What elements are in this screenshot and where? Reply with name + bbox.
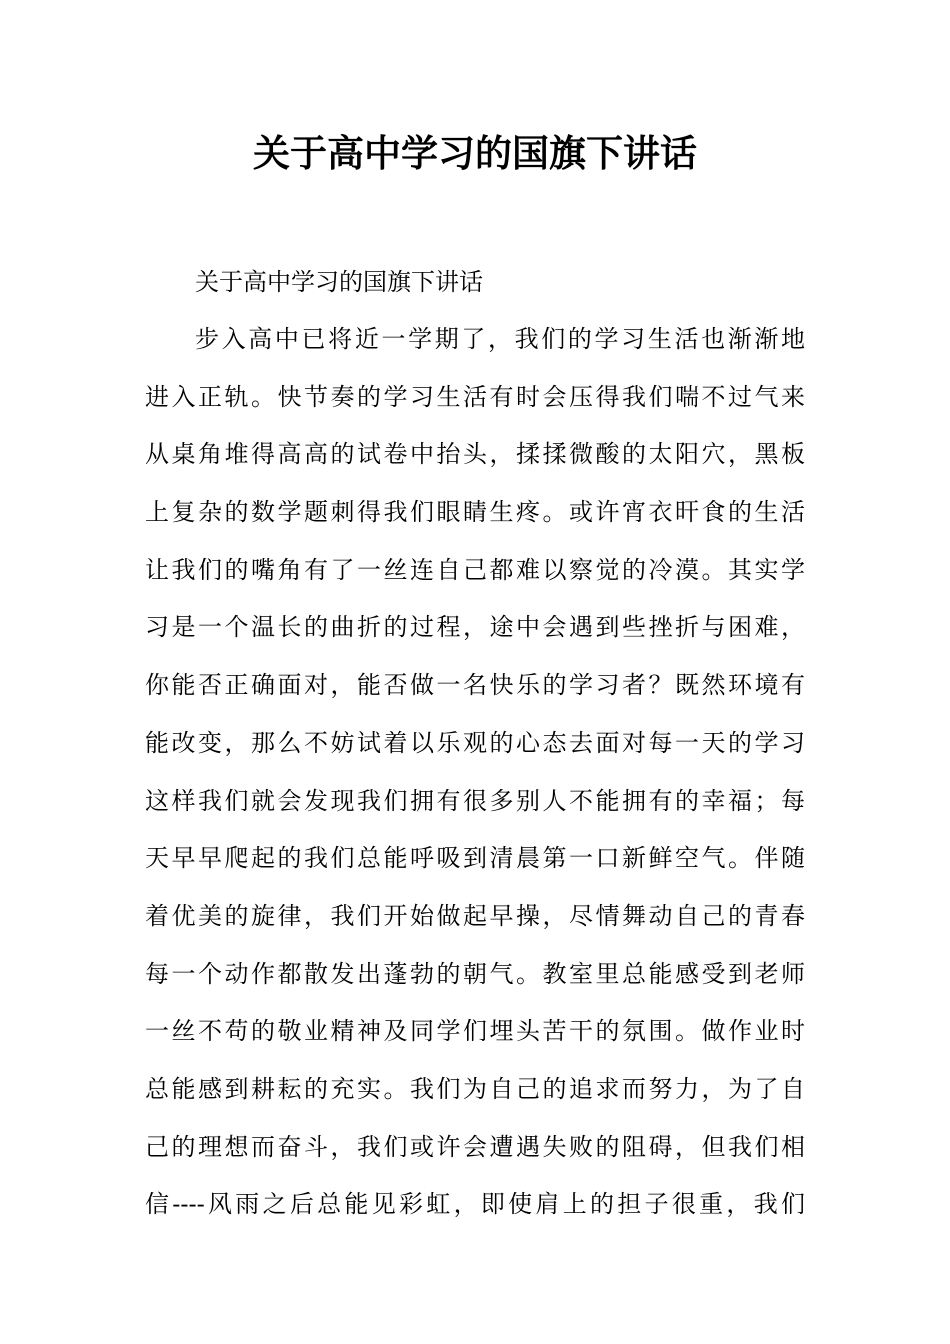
body-line: 进入正轨。快节奏的学习生活有时会压得我们喘不过气来 <box>145 382 805 411</box>
body-line: 让我们的嘴角有了一丝连自己都难以察觉的冷漠。其实学 <box>145 555 805 584</box>
body-line: 这样我们就会发现我们拥有很多别人不能拥有的幸福；每 <box>145 786 805 815</box>
body-line: 己的理想而奋斗，我们或许会遭遇失败的阻碍，但我们相 <box>145 1132 805 1161</box>
body-line: 步入高中已将近一学期了，我们的学习生活也渐渐地 <box>195 325 805 353</box>
document-title: 关于高中学习的国旗下讲话 <box>253 131 697 175</box>
body-line: 一丝不苟的敬业精神及同学们埋头苦干的氛围。做作业时 <box>145 1017 805 1046</box>
body-line: 从桌角堆得高高的试卷中抬头，揉揉微酸的太阳穴，黑板 <box>145 440 805 469</box>
body-line: 上复杂的数学题刺得我们眼睛生疼。或许宵衣旰食的生活 <box>145 498 805 527</box>
body-line: 你能否正确面对，能否做一名快乐的学习者？既然环境有 <box>145 671 805 700</box>
body-line: 着优美的旋律，我们开始做起早操，尽情舞动自己的青春 <box>145 901 805 930</box>
body-line: 信----风雨之后总能见彩虹，即使肩上的担子很重，我们 <box>145 1190 805 1219</box>
body-line: 每一个动作都散发出蓬勃的朝气。教室里总能感受到老师 <box>145 959 805 988</box>
body-line: 能改变，那么不妨试着以乐观的心态去面对每一天的学习 <box>145 728 805 757</box>
document-subtitle: 关于高中学习的国旗下讲话 <box>195 268 483 296</box>
body-line: 总能感到耕耘的充实。我们为自己的追求而努力，为了自 <box>145 1074 805 1103</box>
body-text <box>145 317 805 1240</box>
body-line: 天早早爬起的我们总能呼吸到清晨第一口新鲜空气。伴随 <box>145 844 805 873</box>
body-line: 习是一个温长的曲折的过程，途中会遇到些挫折与困难， <box>145 613 805 642</box>
